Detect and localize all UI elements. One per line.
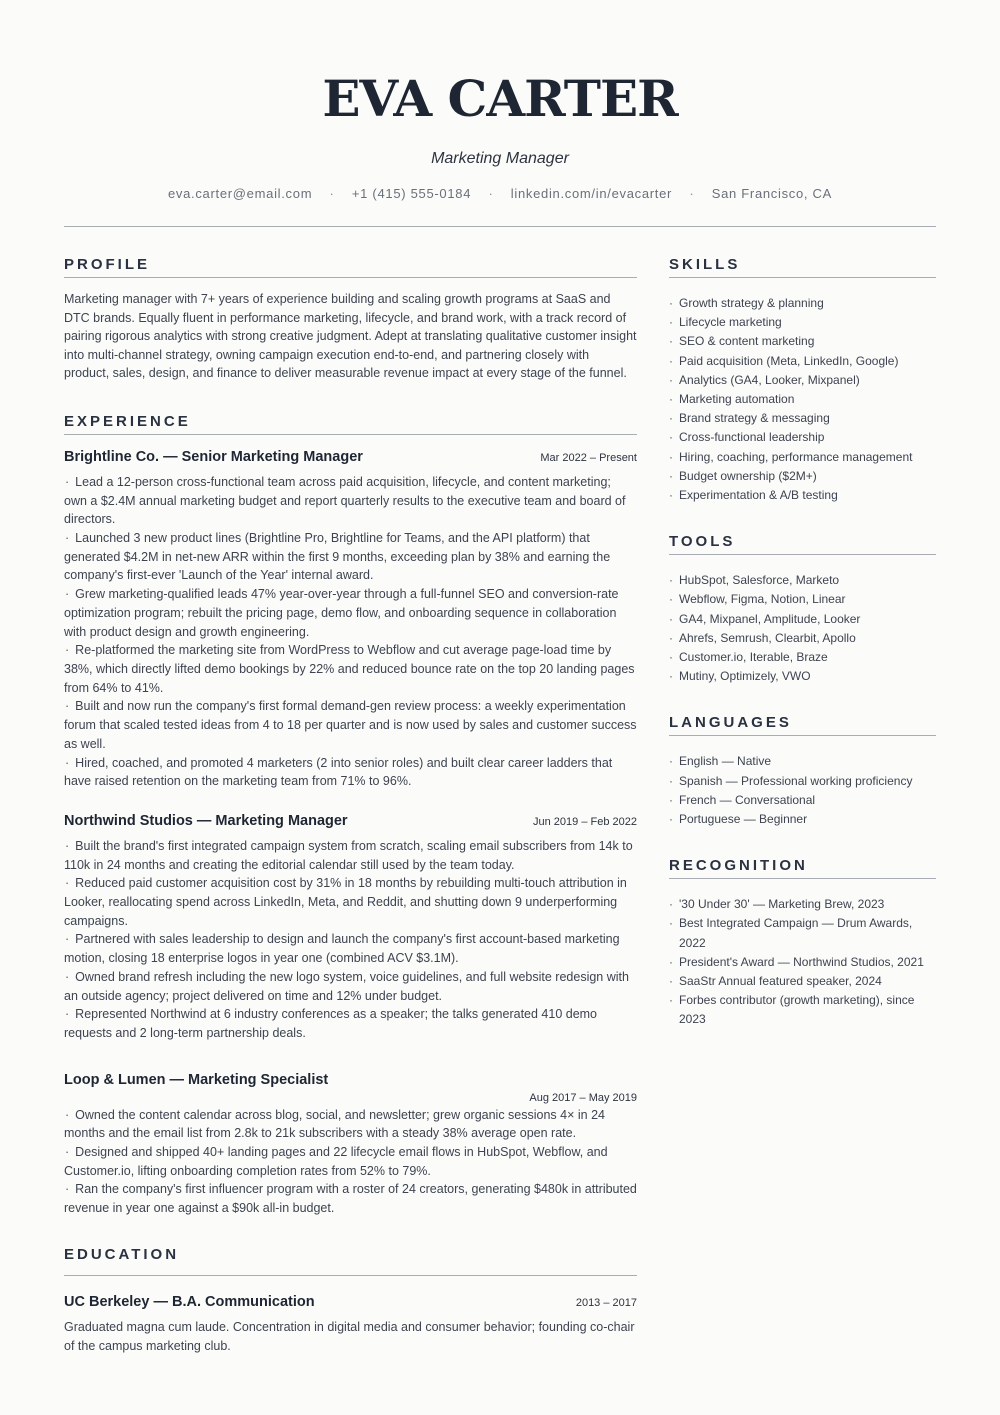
contact-separator: ·: [689, 186, 695, 201]
education-entry: [64, 1294, 637, 1355]
bullet-item: · Partnered with sales leadership to design and launch the company's first account-based marketing motion, closing 18 enterprise logos in year one (combined ACV $3.1M).: [64, 930, 637, 967]
job-bullets: [64, 837, 637, 1043]
job-header: [64, 1071, 637, 1104]
recognition-list: [669, 895, 936, 1029]
skill-item: · Growth strategy & planning: [669, 294, 936, 313]
tools-list: [669, 571, 936, 686]
skill-item: · Marketing automation: [669, 390, 936, 409]
language-item: · Portuguese — Beginner: [669, 810, 936, 829]
tool-item: · Webflow, Figma, Notion, Linear: [669, 590, 936, 609]
recognition-item: · Forbes contributor (growth marketing), since 2023: [669, 991, 936, 1029]
contact-separator: ·: [488, 186, 494, 201]
languages-list: [669, 752, 936, 829]
contact-separator: ·: [329, 186, 335, 201]
tools-section: [669, 533, 936, 686]
tool-item: · HubSpot, Salesforce, Marketo: [669, 571, 936, 590]
job-entry: [64, 813, 637, 1043]
skill-item: · Budget ownership ($2M+): [669, 467, 936, 486]
profile-section: [64, 256, 637, 383]
skills-section: [669, 256, 936, 505]
experience-section: [64, 413, 637, 1218]
job-role: Loop & Lumen — Marketing Specialist: [64, 1071, 329, 1088]
recognition-item: · '30 Under 30' — Marketing Brew, 2023: [669, 895, 936, 914]
section-heading: EDUCATION: [64, 1246, 637, 1276]
education-description: Graduated magna cum laude. Concentration in digital media and consumer behavior; founding co-chair of the campus marketing club.: [64, 1319, 635, 1353]
recognition-item: · SaaStr Annual featured speaker, 2024: [669, 972, 936, 991]
language-item: · English — Native: [669, 752, 936, 771]
section-heading: LANGUAGES: [669, 714, 936, 736]
email-link[interactable]: eva.carter@email.com: [167, 186, 313, 201]
languages-section: [669, 714, 936, 829]
skill-item: · Cross-functional leadership: [669, 428, 936, 447]
section-heading: SKILLS: [669, 256, 936, 278]
skill-item: · Analytics (GA4, Looker, Mixpanel): [669, 371, 936, 390]
skills-list: [669, 294, 936, 505]
recognition-item: · President's Award — Northwind Studios, 2021: [669, 953, 936, 972]
linkedin-link[interactable]: linkedin.com/in/evacarter: [510, 186, 673, 201]
main-column: [64, 256, 637, 1385]
skill-item: · Paid acquisition (Meta, LinkedIn, Google): [669, 352, 936, 371]
tool-item: · GA4, Mixpanel, Amplitude, Looker: [669, 610, 936, 629]
section-heading: EXPERIENCE: [64, 413, 637, 435]
bullet-item: · Re-platformed the marketing site from WordPress to Webflow and cut average page-load time by 38%, which directly lifted demo bookings by 22% and reduced bounce rate on the top 20 landing pages from 64% to 41%.: [64, 641, 637, 697]
education-header: [64, 1294, 637, 1310]
bullet-item: · Owned brand refresh including the new logo system, voice guidelines, and full website redesign with an outside agency; project delivered on time and 12% under budget.: [64, 968, 637, 1005]
bullet-item: · Hired, coached, and promoted 4 marketers (2 into senior roles) and built clear career ladders that have raised retention on the marketing team from 71% to 96%.: [64, 754, 637, 791]
bullet-item: · Represented Northwind at 6 industry conferences as a speaker; the talks generated 410 demo requests and 2 long-term partnership deals.: [64, 1005, 637, 1042]
education-degree: UC Berkeley — B.A. Communication: [64, 1293, 315, 1310]
job-title-headline: Marketing Manager: [431, 150, 569, 167]
bullet-item: · Designed and shipped 40+ landing pages and 22 lifecycle email flows in HubSpot, Webflow, and Customer.io, lifting onboarding completion rates from 52% to 79%.: [64, 1143, 637, 1180]
job-bullets: [64, 1106, 637, 1218]
skill-item: · Hiring, coaching, performance management: [669, 448, 936, 467]
bullet-item: · Lead a 12-person cross-functional team across paid acquisition, lifecycle, and content marketing; own a $2.4M annual marketing budget and report quarterly results to the executive team and board of directors.: [64, 473, 637, 529]
job-bullets: [64, 473, 637, 791]
candidate-name: EVA CARTER: [322, 69, 678, 128]
bullet-item: · Owned the content calendar across blog, social, and newsletter; grew organic sessions 4× in 24 months and the email list from 2.8k to 21k subscribers with a steady 38% average open rate.: [64, 1106, 637, 1143]
recognition-section: [669, 857, 936, 1029]
job-role: Brightline Co. — Senior Marketing Manager: [64, 448, 363, 465]
job-header: [64, 449, 637, 465]
section-heading: PROFILE: [64, 256, 637, 278]
profile-summary: Marketing manager with 7+ years of experience building and scaling growth programs at SaaS and DTC brands. Equally fluent in performance marketing, lifecycle, and brand work, with a track record of pairing rigorous analytics with strong creative judgment. Adept at translating qualitative customer insight into multi-channel strategy, owning campaign execution end-to-end, and partnering closely with product, sales, design, and finance to deliver measurable revenue impact at every stage of the funnel.: [64, 292, 637, 381]
skill-item: · Brand strategy & messaging: [669, 409, 936, 428]
section-heading: RECOGNITION: [669, 857, 936, 879]
education-section: [64, 1246, 637, 1355]
section-heading: TOOLS: [669, 533, 936, 555]
job-dates: Aug 2017 – May 2019: [529, 1091, 637, 1104]
job-role: Northwind Studios — Marketing Manager: [64, 812, 348, 829]
bullet-item: · Ran the company's first influencer program with a roster of 24 creators, generating $480k in attributed revenue in year one against a $90k all-in budget.: [64, 1180, 637, 1217]
tool-item: · Ahrefs, Semrush, Clearbit, Apollo: [669, 629, 936, 648]
job-entry: [64, 1071, 637, 1218]
job-entry: [64, 449, 637, 791]
bullet-item: · Grew marketing-qualified leads 47% year-over-year through a full-funnel SEO and conversion-rate optimization program; rebuilt the pricing page, demo flow, and onboarding sequence in collaboration with product design and growth engineering.: [64, 585, 637, 641]
skill-item: · SEO & content marketing: [669, 332, 936, 351]
bullet-item: · Reduced paid customer acquisition cost by 31% in 18 months by rebuilding multi-touch attribution in Looker, reallocating spend across LinkedIn, Meta, and Reddit, and shutting down 9 underperforming campaigns.: [64, 874, 637, 930]
tool-item: · Mutiny, Optimizely, VWO: [669, 667, 936, 686]
language-item: · French — Conversational: [669, 791, 936, 810]
skill-item: · Lifecycle marketing: [669, 313, 936, 332]
contact-line: [0, 186, 1000, 201]
location: San Francisco, CA: [711, 186, 833, 201]
phone-number[interactable]: +1 (415) 555-0184: [351, 186, 472, 201]
sidebar-column: [669, 256, 936, 1058]
education-dates: 2013 – 2017: [575, 1296, 637, 1309]
job-dates: Jun 2019 – Feb 2022: [533, 815, 637, 828]
bullet-item: · Launched 3 new product lines (Brightline Pro, Brightline for Teams, and the API platform) that generated $4.2M in net-new ARR within the first 9 months, exceeding plan by 38% and earning the company's first-ever 'Launch of the Year' internal award.: [64, 529, 637, 585]
bullet-item: · Built and now run the company's first formal demand-gen review process: a weekly experimentation forum that scaled tested ideas from 4 to 18 per quarter and is now used by sales and customer success as well.: [64, 697, 637, 753]
bullet-item: · Built the brand's first integrated campaign system from scratch, scaling email subscribers from 14k to 110k in 24 months and creating the editorial calendar still used by the team today.: [64, 837, 637, 874]
job-dates: Mar 2022 – Present: [540, 451, 637, 464]
language-item: · Spanish — Professional working proficiency: [669, 772, 936, 791]
job-header: [64, 813, 637, 829]
skill-item: · Experimentation & A/B testing: [669, 486, 936, 505]
recognition-item: · Best Integrated Campaign — Drum Awards, 2022: [669, 914, 936, 952]
header-divider: [64, 226, 936, 227]
tool-item: · Customer.io, Iterable, Braze: [669, 648, 936, 667]
